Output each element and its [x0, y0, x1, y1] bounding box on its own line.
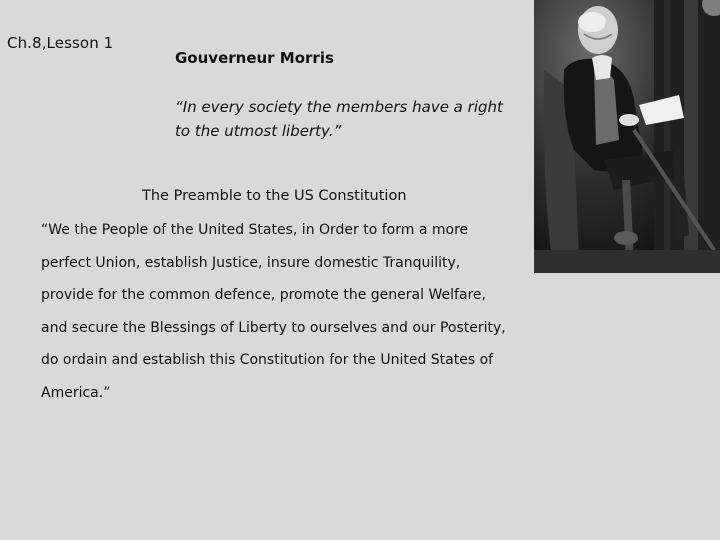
speaker-name: Gouverneur Morris [175, 49, 334, 67]
preamble-line: perfect Union, establish Justice, insure domestic Tranquility, [41, 254, 461, 271]
speaker-quote: “In every society the members have a right to the utmost liberty.” [175, 98, 503, 140]
preamble-line: “We the People of the United States, in Order to form a more [41, 222, 469, 238]
portrait-engraving-icon [534, 0, 720, 273]
preamble-line: America.” [41, 384, 111, 401]
preamble-title: The Preamble to the US Constitution [142, 188, 407, 204]
portrait-image [534, 0, 720, 273]
preamble-line: and secure the Blessings of Liberty to ourselves and our Posterity, [41, 319, 506, 336]
lesson-label: Ch.8,Lesson 1 [7, 34, 114, 52]
preamble-line: do ordain and establish this Constitution for the United States of [41, 352, 494, 368]
preamble-line: provide for the common defence, promote the general Welfare, [41, 287, 486, 303]
preamble-text [41, 214, 531, 409]
